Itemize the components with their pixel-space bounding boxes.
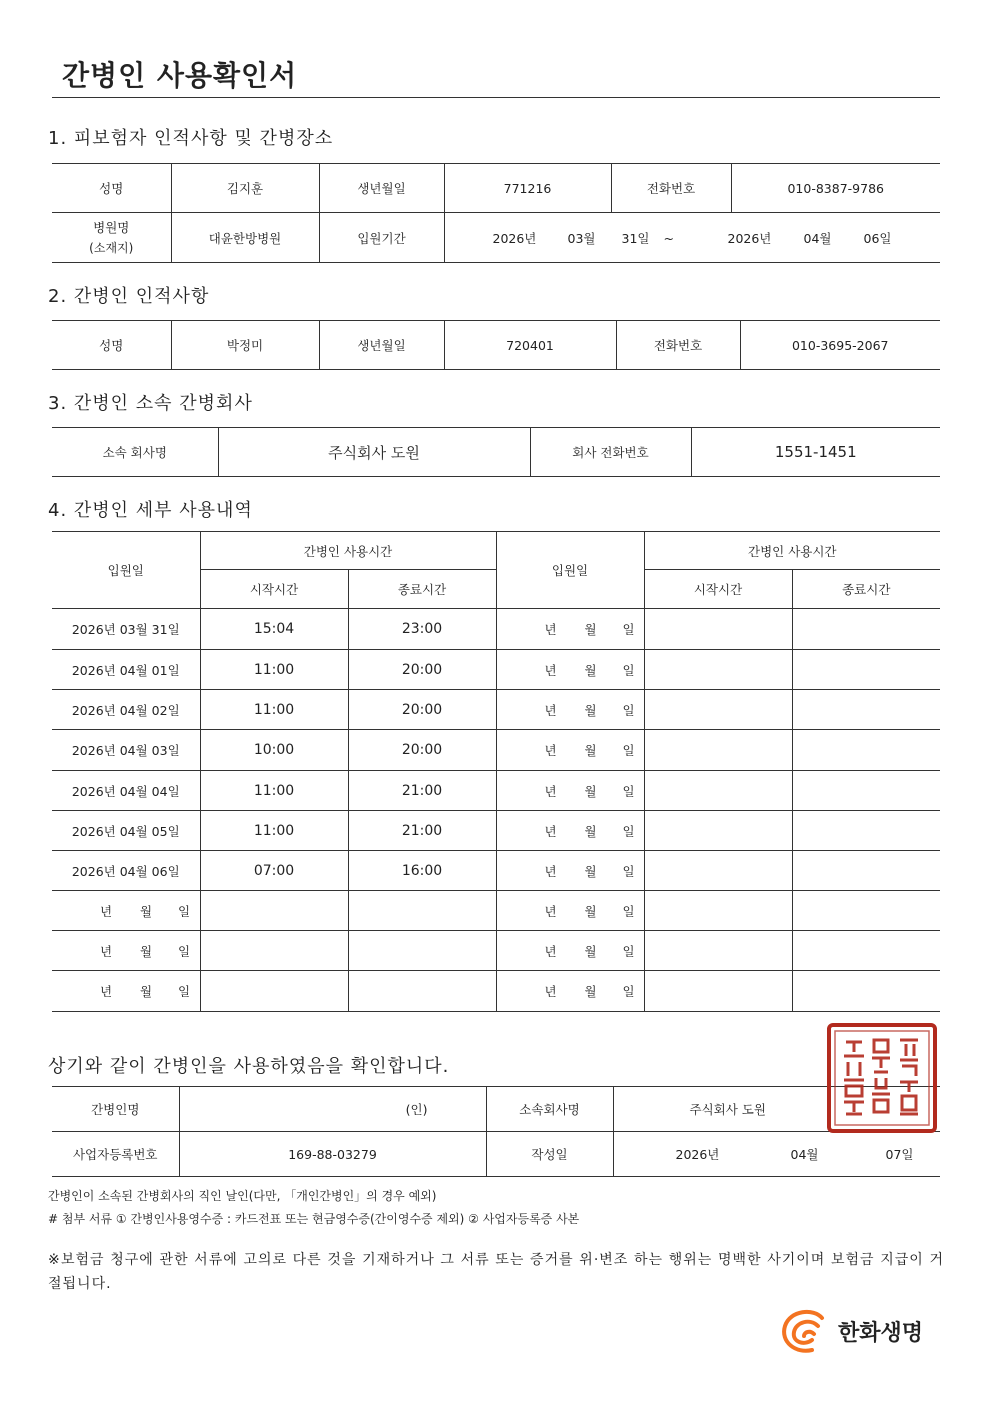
usage-date-right	[496, 650, 644, 690]
empty-date-day: 일	[178, 984, 191, 999]
hanwha-logo-text: 한화생명	[838, 1321, 924, 1346]
usage-end-time: 23:00	[348, 609, 496, 650]
empty-date-year: 년	[544, 943, 557, 959]
usage-start-time-right	[644, 771, 792, 811]
empty-date-month: 월	[584, 943, 597, 959]
empty-date-month: 월	[584, 903, 597, 919]
period-tilde: ~	[663, 230, 674, 246]
empty-date-year: 년	[544, 984, 557, 999]
usage-date: 2026년 03월 31일	[52, 609, 200, 650]
usage-end-time	[348, 891, 496, 931]
company-name: 주식회사 도원	[218, 428, 530, 477]
empty-date-day: 일	[622, 863, 635, 879]
usage-start-time-right	[644, 811, 792, 851]
caregiver-phone: 010-3695-2067	[740, 321, 940, 370]
section2-heading: 2. 간병인 인적사항	[48, 286, 210, 307]
written-year: 2026년	[675, 1147, 720, 1162]
usage-start-time: 11:00	[200, 650, 348, 690]
period-start-day: 31일	[621, 230, 650, 246]
usage-date: 2026년 04월 04일	[52, 771, 200, 811]
empty-date-day: 일	[622, 984, 635, 999]
empty-date-day: 일	[622, 783, 635, 799]
usage-end-time-right	[792, 730, 940, 771]
usage-end-time-right	[792, 931, 940, 971]
empty-date-year: 년	[544, 743, 557, 758]
usage-date-right	[496, 771, 644, 811]
usage-end-time-right	[792, 609, 940, 650]
period-end-day: 06일	[863, 230, 892, 246]
insured-name-label: 성명	[52, 164, 171, 213]
usage-date-header-right: 입원일	[496, 532, 644, 609]
insured-phone: 010-8387-9786	[731, 164, 940, 213]
usage-start-time-right	[644, 690, 792, 730]
usage-end-time-right	[792, 811, 940, 851]
usage-end-time	[348, 971, 496, 1012]
empty-date-year: 년	[544, 702, 557, 718]
usage-start-time: 07:00	[200, 851, 348, 891]
empty-date-month: 월	[140, 943, 153, 959]
usage-date-right	[496, 609, 644, 650]
empty-date-month: 월	[584, 823, 597, 839]
usage-row	[52, 690, 940, 730]
caregiver-name: 박정미	[171, 321, 319, 370]
seal-note: 간병인이 소속된 간병회사의 직인 날인(다만, 「개인간병인」의 경우 예외)	[48, 1189, 437, 1203]
empty-date-year: 년	[544, 662, 557, 678]
usage-start-time: 11:00	[200, 811, 348, 851]
usage-date-header-left: 입원일	[52, 532, 200, 609]
empty-date-year: 년	[100, 903, 113, 919]
usage-start-time: 10:00	[200, 730, 348, 771]
hospital-label-cell	[52, 213, 171, 263]
usage-end-time	[348, 931, 496, 971]
usage-date-right	[496, 891, 644, 931]
confirm-company-label: 소속회사명	[486, 1087, 613, 1132]
caregiver-info-table	[52, 320, 940, 370]
section4-heading: 4. 간병인 세부 사용내역	[48, 500, 253, 521]
caregiver-sign-label: 간병인명	[52, 1087, 179, 1132]
empty-date-day: 일	[622, 662, 635, 678]
period-label: 입원기간	[319, 213, 444, 263]
usage-end-time-right	[792, 891, 940, 931]
usage-row	[52, 891, 940, 931]
usage-row	[52, 609, 940, 650]
empty-date-year: 년	[100, 984, 113, 999]
attachment-note: # 첨부 서류 ① 간병인사용영수증 : 카드전표 또는 현금영수증(간이영수증 제외) ② 사업자등록증 사본	[48, 1212, 580, 1226]
usage-time-header-left: 간병인 사용시간	[200, 532, 496, 570]
usage-date-right	[496, 971, 644, 1012]
usage-end-time: 20:00	[348, 730, 496, 771]
empty-date-year: 년	[544, 863, 557, 879]
empty-date-month: 월	[140, 903, 153, 919]
usage-start-time-right	[644, 971, 792, 1012]
empty-date-year: 년	[100, 943, 113, 959]
usage-date: 2026년 04월 01일	[52, 650, 200, 690]
admission-period	[444, 213, 940, 263]
usage-end-time: 20:00	[348, 650, 496, 690]
insured-phone-label: 전화번호	[611, 164, 731, 213]
usage-end-time-right	[792, 690, 940, 730]
period-end-month: 04월	[803, 230, 832, 246]
confirmation-text: 상기와 같이 간병인을 사용하였음을 확인합니다.	[48, 1056, 450, 1077]
usage-date	[52, 931, 200, 971]
empty-date-day: 일	[622, 903, 635, 919]
caregiver-phone-label: 전화번호	[616, 321, 740, 370]
usage-date	[52, 891, 200, 931]
written-date	[613, 1132, 940, 1177]
usage-end-time-right	[792, 650, 940, 690]
usage-start-time	[200, 971, 348, 1012]
usage-date-right	[496, 811, 644, 851]
usage-row	[52, 931, 940, 971]
usage-start-time	[200, 931, 348, 971]
usage-row	[52, 730, 940, 771]
caregiver-birth-label: 생년월일	[319, 321, 444, 370]
empty-date-year: 년	[544, 903, 557, 919]
period-end-year: 2026년	[727, 230, 772, 246]
caregiver-sign-cell	[179, 1087, 486, 1132]
empty-date-day: 일	[622, 943, 635, 959]
empty-date-day: 일	[178, 943, 191, 959]
usage-date-right	[496, 730, 644, 771]
empty-date-month: 월	[584, 662, 597, 678]
fraud-warning: ※보험금 청구에 관한 서류에 고의로 다른 것을 기재하거나 그 서류 또는 증거를 위·변조 하는 행위는 명백한 사기이며 보험금 지급이 거절됩니다.	[48, 1252, 944, 1292]
usage-date: 2026년 04월 02일	[52, 690, 200, 730]
insured-birth: 771216	[444, 164, 611, 213]
period-start-month: 03월	[567, 230, 596, 246]
usage-end-time: 20:00	[348, 690, 496, 730]
hospital-label: 병원명	[93, 219, 130, 235]
empty-date-year: 년	[544, 823, 557, 839]
usage-row	[52, 771, 940, 811]
section3-heading: 3. 간병인 소속 간병회사	[48, 393, 253, 414]
end-time-header-right: 종료시간	[792, 570, 940, 609]
period-start-year: 2026년	[492, 230, 537, 246]
insured-name: 김지훈	[171, 164, 319, 213]
company-name-label: 소속 회사명	[52, 428, 218, 477]
empty-date-month: 월	[140, 984, 153, 999]
usage-start-time-right	[644, 730, 792, 771]
empty-date-day: 일	[622, 622, 635, 637]
empty-date-month: 월	[584, 783, 597, 799]
usage-time-header-right: 간병인 사용시간	[644, 532, 940, 570]
start-time-header-left: 시작시간	[200, 570, 348, 609]
end-time-header-left: 종료시간	[348, 570, 496, 609]
empty-date-month: 월	[584, 743, 597, 758]
usage-row	[52, 851, 940, 891]
usage-end-time-right	[792, 771, 940, 811]
empty-date-year: 년	[544, 622, 557, 637]
insured-info-table	[52, 163, 940, 263]
empty-date-month: 월	[584, 863, 597, 879]
usage-start-time: 15:04	[200, 609, 348, 650]
company-phone-label: 회사 전화번호	[530, 428, 691, 477]
section1-heading: 1. 피보험자 인적사항 및 간병장소	[48, 128, 334, 149]
empty-date-day: 일	[622, 743, 635, 758]
company-phone: 1551-1451	[691, 428, 940, 477]
biz-no-label: 사업자등록번호	[52, 1132, 179, 1177]
empty-date-month: 월	[584, 984, 597, 999]
usage-row	[52, 811, 940, 851]
confirmation-table	[52, 1086, 940, 1177]
hospital-name: 대윤한방병원	[171, 213, 319, 263]
written-day: 07일	[885, 1147, 914, 1162]
usage-start-time-right	[644, 891, 792, 931]
insured-birth-label: 생년월일	[319, 164, 444, 213]
written-month: 04월	[790, 1147, 819, 1162]
written-date-label: 작성일	[486, 1132, 613, 1177]
usage-date	[52, 971, 200, 1012]
start-time-header-right: 시작시간	[644, 570, 792, 609]
seal-mark: (인)	[405, 1102, 428, 1117]
usage-start-time	[200, 891, 348, 931]
usage-detail-table	[52, 531, 940, 1012]
usage-date-right	[496, 851, 644, 891]
caregiver-name-label: 성명	[52, 321, 171, 370]
biz-no: 169-88-03279	[179, 1132, 486, 1177]
usage-start-time-right	[644, 609, 792, 650]
empty-date-day: 일	[178, 903, 191, 919]
usage-end-time-right	[792, 971, 940, 1012]
usage-start-time-right	[644, 650, 792, 690]
usage-date-right	[496, 690, 644, 730]
usage-date: 2026년 04월 06일	[52, 851, 200, 891]
company-seal	[826, 1022, 938, 1134]
usage-start-time: 11:00	[200, 690, 348, 730]
usage-end-time-right	[792, 851, 940, 891]
usage-date-right	[496, 931, 644, 971]
document-title: 간병인 사용확인서	[62, 59, 298, 92]
caregiver-birth: 720401	[444, 321, 616, 370]
title-divider	[52, 97, 940, 98]
usage-end-time: 16:00	[348, 851, 496, 891]
company-info-table	[52, 427, 940, 477]
usage-date: 2026년 04월 05일	[52, 811, 200, 851]
usage-start-time-right	[644, 931, 792, 971]
hanwha-logo-icon	[778, 1306, 834, 1356]
empty-date-month: 월	[584, 622, 597, 637]
empty-date-day: 일	[622, 823, 635, 839]
usage-row	[52, 971, 940, 1012]
usage-start-time: 11:00	[200, 771, 348, 811]
usage-start-time-right	[644, 851, 792, 891]
hospital-label-sub: (소재지)	[89, 240, 134, 255]
confirm-company: 주식회사 도원	[689, 1102, 766, 1117]
usage-end-time: 21:00	[348, 771, 496, 811]
usage-row	[52, 650, 940, 690]
usage-end-time: 21:00	[348, 811, 496, 851]
empty-date-year: 년	[544, 783, 557, 799]
empty-date-day: 일	[622, 702, 635, 718]
usage-date: 2026년 04월 03일	[52, 730, 200, 771]
empty-date-month: 월	[584, 702, 597, 718]
